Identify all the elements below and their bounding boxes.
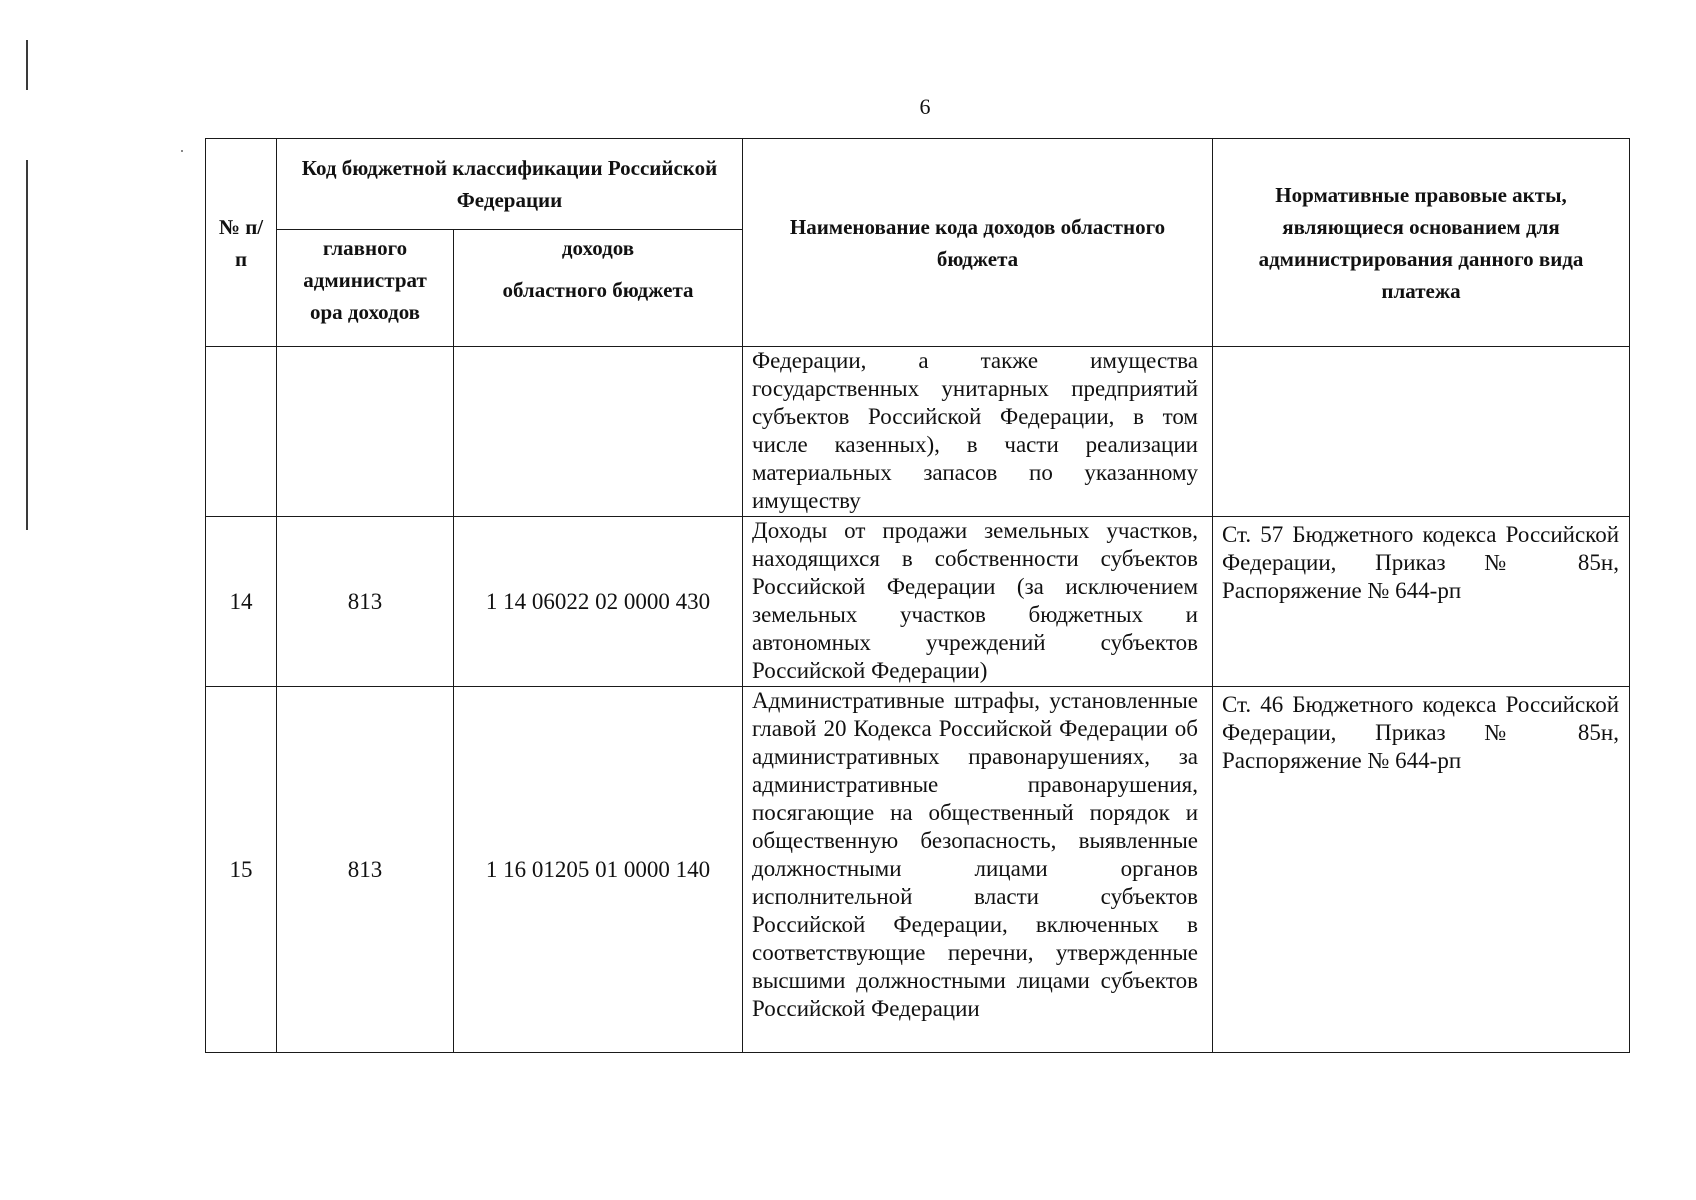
table-row xyxy=(206,687,1630,1053)
header-income-code-line2: областного бюджета xyxy=(502,278,694,302)
header-gap xyxy=(454,264,742,274)
row-number xyxy=(206,347,277,517)
scan-edge-mark xyxy=(26,160,28,530)
row-income-code: 1 16 01205 01 0000 140 xyxy=(454,687,743,1053)
header-kbk-group: Код бюджетной классификации Российской Федерации xyxy=(277,139,743,230)
row-income-name: Доходы от продажи земельных участков, находящихся в собственности субъектов Российской Федерации (за исключением земельных участков бюджетных и автономных учреждений субъектов Российской Федерации) xyxy=(743,517,1213,687)
row-legal-acts: Ст. 57 Бюджетного кодекса Российской Федерации, Приказ № 85н, Распоряжение № 644-рп xyxy=(1213,517,1630,687)
table-row xyxy=(206,517,1630,687)
budget-classification-table xyxy=(205,138,1630,1053)
scan-speck xyxy=(181,150,183,152)
scan-edge-mark xyxy=(26,40,28,90)
row-income-code xyxy=(454,347,743,517)
header-legal-acts: Нормативные правовые акты, являющиеся основанием для администрирования данного вида платежа xyxy=(1213,139,1630,347)
row-number: 15 xyxy=(206,687,277,1053)
header-income-name: Наименование кода доходов областного бюджета xyxy=(743,139,1213,347)
header-number: № п/п xyxy=(206,139,277,347)
row-income-code: 1 14 06022 02 0000 430 xyxy=(454,517,743,687)
header-chief-administrator: главного администрат ора доходов xyxy=(277,230,454,347)
row-legal-acts xyxy=(1213,347,1630,517)
row-income-name: Федерации, а также имущества государственных унитарных предприятий субъектов Российской Федерации, в том числе казенных), в части реализации материальных запасов по указанному имуществу xyxy=(743,347,1213,517)
row-number: 14 xyxy=(206,517,277,687)
row-admin-code: 813 xyxy=(277,687,454,1053)
row-admin-code: 813 xyxy=(277,517,454,687)
header-income-code-line1: доходов xyxy=(561,236,635,260)
row-admin-code xyxy=(277,347,454,517)
header-row xyxy=(206,139,1630,230)
row-income-name: Административные штрафы, установленные главой 20 Кодекса Российской Федерации об административных правонарушениях, за административные правонарушения, посягающие на общественный порядок и общественную безопасность, выявленные должностными лицами органов исполнительной власти субъектов Российской Федерации, включенных в соответствующие перечни, утвержденные высшими должностными лицами субъектов Российской Федерации xyxy=(743,687,1213,1053)
header-income-code xyxy=(454,230,743,347)
row-legal-acts: Ст. 46 Бюджетного кодекса Российской Федерации, Приказ № 85н, Распоряжение № 644-рп xyxy=(1213,687,1630,1053)
page-number: 6 xyxy=(919,94,931,119)
table-row xyxy=(206,347,1630,517)
